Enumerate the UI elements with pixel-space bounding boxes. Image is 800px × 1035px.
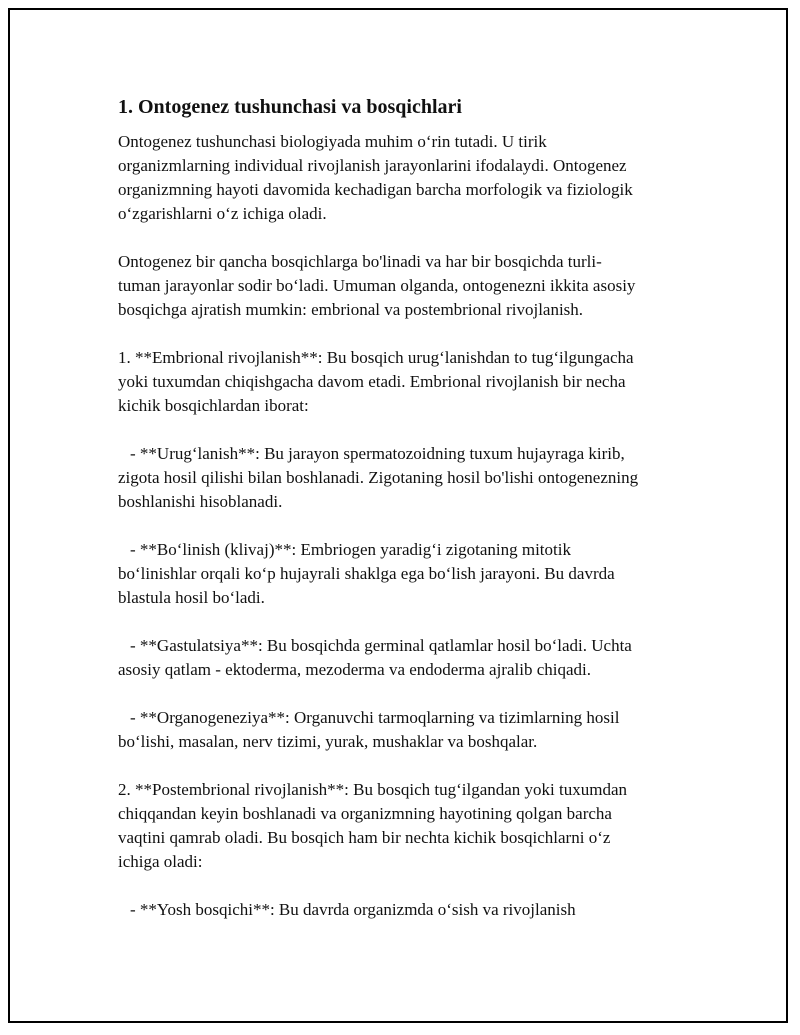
text-line: - **Urug‘lanish**: Bu jarayon spermatozoidning tuxum hujayraga kirib, bbox=[130, 444, 625, 463]
document-body bbox=[118, 94, 688, 922]
text-line: vaqtini qamrab oladi. Bu bosqich ham bir nechta kichik bosqichlarni o‘z bbox=[118, 828, 611, 847]
list-item-paragraph bbox=[118, 706, 688, 754]
body-paragraph bbox=[118, 778, 688, 874]
text-line: bo‘lishi, masalan, nerv tizimi, yurak, mushaklar va boshqalar. bbox=[118, 732, 538, 751]
text-line: - **Gastulatsiya**: Bu bosqichda germinal qatlamlar hosil bo‘ladi. Uchta bbox=[130, 636, 632, 655]
text-line: 1. **Embrional rivojlanish**: Bu bosqich urug‘lanishdan to tug‘ilgungacha bbox=[118, 348, 634, 367]
text-line: blastula hosil bo‘ladi. bbox=[118, 588, 265, 607]
text-line: - **Bo‘linish (klivaj)**: Embriogen yaradig‘i zigotaning mitotik bbox=[130, 540, 571, 559]
text-line: asosiy qatlam - ektoderma, mezoderma va endoderma ajralib chiqadi. bbox=[118, 660, 591, 679]
body-paragraph bbox=[118, 130, 688, 226]
list-item-paragraph bbox=[118, 898, 688, 922]
text-line: Ontogenez tushunchasi biologiyada muhim o‘rin tutadi. U tirik bbox=[118, 132, 547, 151]
text-line: kichik bosqichlardan iborat: bbox=[118, 396, 309, 415]
text-line: chiqqandan keyin boshlanadi va organizmning hayotining qolgan barcha bbox=[118, 804, 612, 823]
text-line: o‘zgarishlarni o‘z ichiga oladi. bbox=[118, 204, 327, 223]
text-line: boshlanishi hisoblanadi. bbox=[118, 492, 283, 511]
body-paragraph bbox=[118, 346, 688, 418]
list-item-paragraph bbox=[118, 442, 688, 514]
text-line: ichiga oladi: bbox=[118, 852, 203, 871]
body-paragraph bbox=[118, 250, 688, 322]
list-item-paragraph bbox=[118, 634, 688, 682]
text-line: bosqichga ajratish mumkin: embrional va postembrional rivojlanish. bbox=[118, 300, 584, 319]
text-line: organizmning hayoti davomida kechadigan barcha morfologik va fiziologik bbox=[118, 180, 633, 199]
text-line: zigota hosil qilishi bilan boshlanadi. Zigotaning hosil bo'lishi ontogenezning bbox=[118, 468, 639, 487]
text-line: - **Yosh bosqichi**: Bu davrda organizmda o‘sish va rivojlanish bbox=[130, 900, 576, 919]
text-line: - **Organogeneziya**: Organuvchi tarmoqlarning va tizimlarning hosil bbox=[130, 708, 620, 727]
text-line: bo‘linishlar orqali ko‘p hujayrali shaklga ega bo‘lish jarayoni. Bu davrda bbox=[118, 564, 615, 583]
text-line: organizmlarning individual rivojlanish jarayonlarini ifodalaydi. Ontogenez bbox=[118, 156, 627, 175]
list-item-paragraph bbox=[118, 538, 688, 610]
paragraph-list bbox=[118, 130, 688, 922]
text-line: yoki tuxumdan chiqishgacha davom etadi. Embrional rivojlanish bir necha bbox=[118, 372, 626, 391]
text-line: 2. **Postembrional rivojlanish**: Bu bosqich tug‘ilgandan yoki tuxumdan bbox=[118, 780, 628, 799]
text-line: tuman jarayonlar sodir bo‘ladi. Umuman olganda, ontogenezni ikkita asosiy bbox=[118, 276, 636, 295]
text-line: Ontogenez bir qancha bosqichlarga bo'linadi va har bir bosqichda turli- bbox=[118, 252, 602, 271]
section-heading: 1. Ontogenez tushunchasi va bosqichlari bbox=[118, 96, 462, 118]
